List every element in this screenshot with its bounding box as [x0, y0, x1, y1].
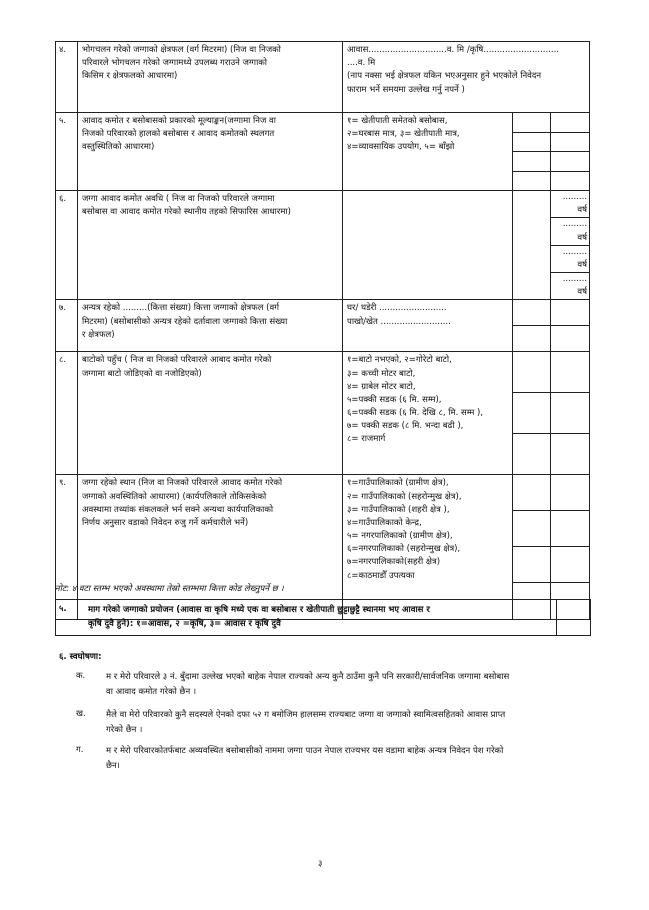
row-answer[interactable] [343, 191, 513, 300]
entry-column-a[interactable] [513, 300, 551, 352]
row-answer: घर/ घडेरी ......................... पाखो/खेत .......................... [343, 300, 513, 352]
entry-column-a[interactable] [513, 352, 551, 475]
row-answer: १=बाटो नभएको, २=गोरेटो बाटो, ३= कच्ची मोटर बाटो, ४= ग्राबेल मोटर बाटो, ५=पक्की सडक (६ मि. सम्म), ६=पक्की सडक (६ मि. देखि ८, मि. सम्म ), ७= पक्की सडक (८ मि. भन्दा बढी ), ८= राजमार्ग [343, 352, 513, 475]
declaration-item: ख. मैले वा मेरो परिवारको कुनै सदस्यले ऐनको दफा ५२ ग बमोजिम हालसम्म राज्यबाट जग्गा वा जग्गाको स्वामित्वसहितको आवास प्राप्त गरेको छैन । [76, 709, 506, 735]
row-question: जग्गा रहेको स्थान (निज वा निजको परिवारले आवाद कमोत गरेको जग्गाको अवस्थितिको आधारमा) (कार्यपलिकाले तोकिसकेको अवस्थामा तथ्यांक संकलकले भर्न सक्ने अन्यथा कार्यपालिकाको निर्णय अनुसार वडाको निवेदन रुजु गर्ने कर्मचारीले भर्ने) [78, 475, 343, 620]
years-field: ......... वर्ष [551, 191, 589, 218]
row-number: ८. [56, 352, 78, 475]
row-question: भोगचलन गरेको जग्गाको क्षेत्रफल (वर्ग मिटरमा) (निज वा निजको परिवारले भोगचलन गरेको जग्गामध्ये उपलब्ध गराउने जग्गाको किसिम र क्षेत्रफलको आधारमा) [78, 42, 343, 113]
table-row [56, 191, 590, 300]
declaration-item: ग. म र मेरो परिवारकोतर्फबाट अव्यवस्थित बसोबासीको नाममा जग्गा पाउन नेपाल राज्यभर यस वडामा बाहेक अन्यत्र निवेदन पेश गरेको छैन। [76, 745, 504, 771]
row-answer[interactable]: आवास.............................व. मि /कृषि............................ ....व. मि (नाप नक्सा भई क्षेत्रफल यकिन भएअनुसार हुने भएकोले निवेदन फाराम भर्ने समयमा उल्लेख गर्नु नपर्ने ) [343, 42, 590, 113]
land-details-table [55, 41, 590, 620]
purpose-text: माग गरेको जग्गाको प्रयोजन (आवास वा कृषि मध्ये एक वा बसोबास र खेतीपाती छुट्टाछुट्टै स्थानमा भए आवास र कृषि दुवै हुने): १=आवास, २ =कृषि, ३= आवास र कृषि दुवै [84, 600, 557, 635]
row-question: बाटोको पहुँच ( निज वा निजको परिवारले आबाद कमोत गरेको जग्गामा बाटो जोडिएको वा नजोडिएको) [78, 352, 343, 475]
row-number: ५. [56, 113, 78, 191]
row-number: ७. [56, 300, 78, 352]
years-field: ......... वर्ष [551, 218, 589, 245]
purpose-box [55, 599, 591, 636]
purpose-number: ५. [59, 604, 67, 614]
table-row [56, 42, 590, 113]
entry-column-b[interactable] [551, 352, 590, 475]
years-column[interactable] [551, 191, 590, 300]
page-number: ३ [318, 859, 323, 869]
table-note: नोट: ४ वटा स्तम्भ भएको अवस्थामा तेस्रो स्तम्भमा कित्ता कोड लेख्नुपर्ने छ । [55, 584, 284, 594]
years-field: ......... वर्ष [551, 245, 589, 272]
row-question: आवाद कमोत र बसोबासको प्रकारको मूल्याङ्कन(जग्गामा निज वा निजको परिवारको हालको बसोबास र आवाद कमोतको स्थलगत वस्तुस्थितिको आधारमा) [78, 113, 343, 191]
row-question: अन्यत्र रहेको .........(कित्ता संख्या) कित्ता जग्गाको क्षेत्रफल (वर्ग मिटरमा) (बसोबासीको अन्यत्र रहेको दर्तावाला जग्गाको कित्ता संख्या र क्षेत्रफल) [78, 300, 343, 352]
table-row [56, 352, 590, 475]
years-field: ......... वर्ष [551, 273, 589, 300]
purpose-answer-field[interactable] [557, 600, 590, 635]
row-number: ४. [56, 42, 78, 113]
row-number: ९. [56, 475, 78, 620]
entry-column-a[interactable] [513, 113, 551, 191]
declaration-item: क. म र मेरो परिवारले ३ नं. बुँदामा उल्लेख भएको बाहेक नेपाल राज्यको अन्य कुनै ठाउँमा कुनै पनि सरकारी/सार्वजनिक जग्गामा बसोबास वा आवाद कमोत गरेको छैन । [76, 671, 510, 697]
row-question: जग्गा आवाद कमोत अवधि ( निज वा निजको परिवारले जग्गामा बसोबास वा आवाद कमोत गरेको स्थानीय तहको सिफारिस आधारमा) [78, 191, 343, 300]
row-answer: १=गाउँपालिकाको (ग्रामीण क्षेत्र), २= गाउँपालिकाको (सहरोन्मुख क्षेत्र), ३= गाउँपालिकाको (शहरी क्षेत्र ), ४=गाउँपालिकाको केन्द्र, ५= नगरपालिकाको (ग्रामीण क्षेत्र), ६=नगरपालिकाको (सहरोन्मुख क्षेत्र), ७=नगरपालिकाको(सहरी क्षेत्र) ८=काठमाडौँ उपत्यका [343, 475, 513, 620]
entry-column-a[interactable] [513, 191, 551, 300]
table-row [56, 113, 590, 191]
entry-column-b[interactable] [551, 113, 590, 191]
row-answer: १= खेतीपाती समेतको बसोबास, २=घरबास मात्र, ३= खेतीपाती मात्र, ४=व्यावसायिक उपयोग, ५= बाँझो [343, 113, 513, 191]
declaration-title: ६. स्वघोषणा: [59, 652, 102, 662]
table-row [56, 300, 590, 352]
entry-column-b[interactable] [551, 300, 590, 352]
row-number: ६. [56, 191, 78, 300]
